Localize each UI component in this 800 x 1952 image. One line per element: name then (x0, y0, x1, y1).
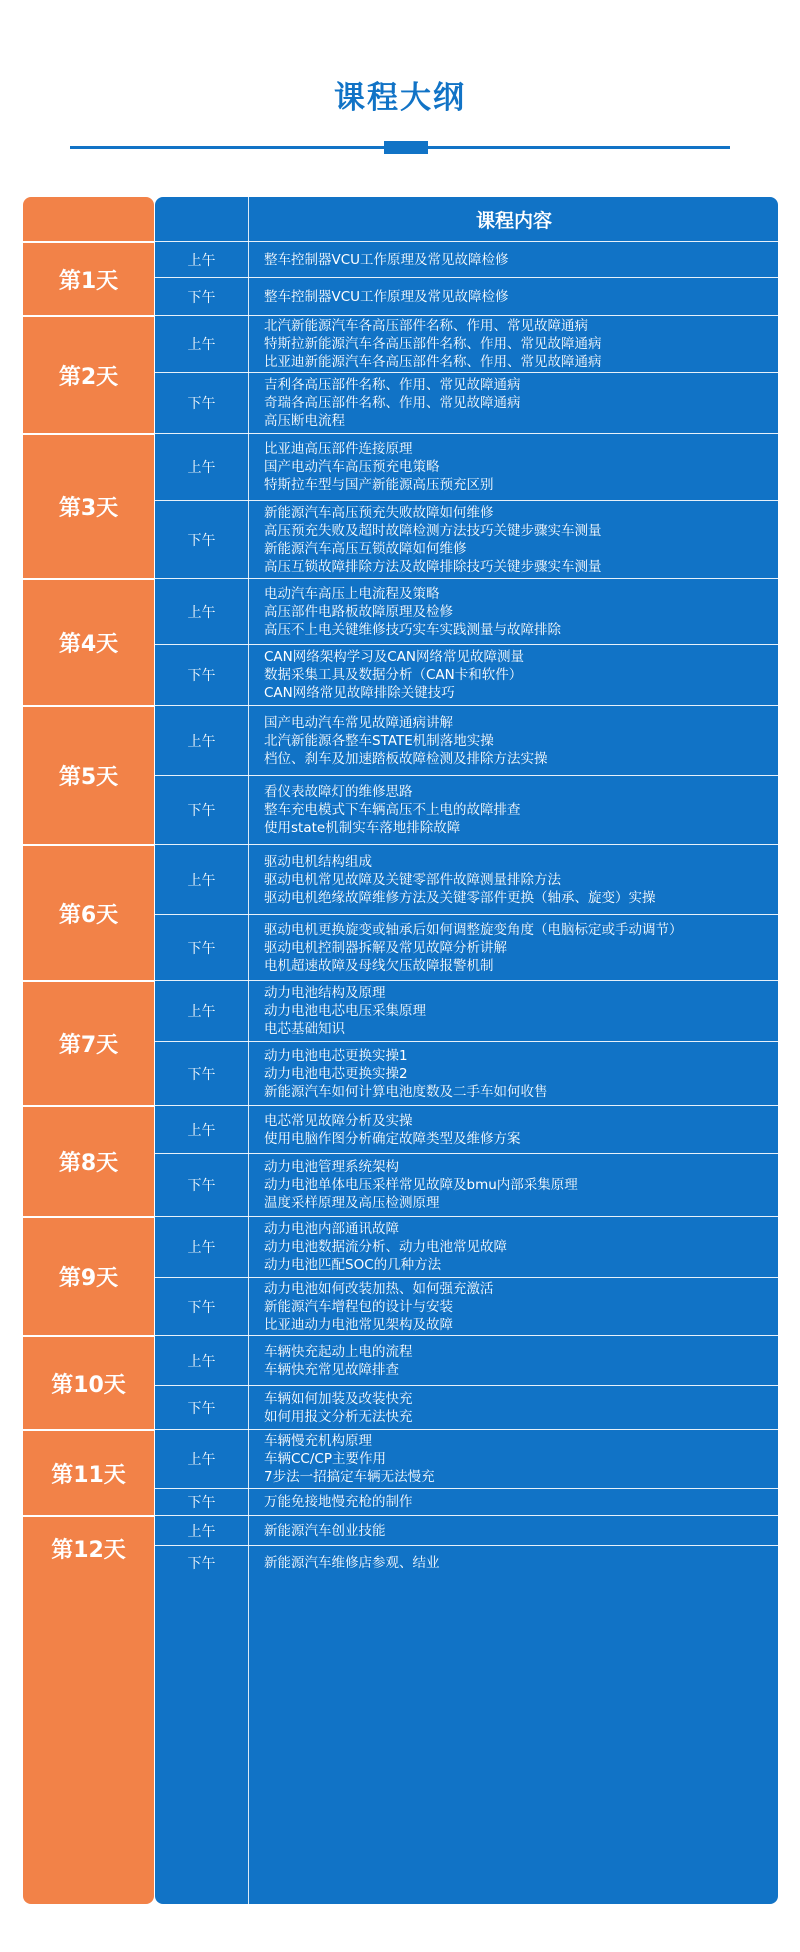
session-content (264, 1217, 774, 1277)
session-line: 车辆快充常见故障排查 (264, 1361, 399, 1378)
session-line: CAN网络常见故障排除关键技巧 (264, 685, 455, 701)
session-period: 上午 (187, 872, 216, 889)
session-row (155, 372, 778, 433)
session-row (155, 500, 778, 578)
session-content (264, 645, 774, 705)
course-table (23, 197, 778, 1904)
session-content (264, 1278, 774, 1335)
day-label: 第4天 (23, 578, 154, 705)
session-content (264, 1154, 774, 1216)
session-row (155, 644, 778, 705)
session-row (155, 1335, 778, 1385)
session-row (155, 1277, 778, 1335)
day-label: 第6天 (23, 844, 154, 980)
session-line: 高压预充失败及超时故障检测方法技巧关键步骤实车测量 (264, 522, 602, 539)
session-content (264, 776, 774, 844)
session-line: 北汽新能源各整车STATE机制落地实操 (264, 732, 494, 749)
session-line: 特斯拉新能源汽车各高压部件名称、作用、常见故障通病 (264, 336, 602, 352)
day-label: 第12天 (23, 1515, 154, 1580)
session-content (264, 373, 774, 433)
session-content (264, 434, 774, 500)
session-line: 高压互锁故障排除方法及故障排除技巧关键步骤实车测量 (264, 558, 602, 575)
session-row (155, 277, 778, 315)
session-row (155, 914, 778, 980)
day-label: 第8天 (23, 1105, 154, 1216)
session-period: 上午 (187, 733, 216, 750)
session-content (264, 706, 774, 775)
session-line: 万能免接地慢充枪的制作 (264, 1494, 413, 1510)
session-line: 7步法一招搞定车辆无法慢充 (264, 1469, 435, 1485)
session-content (264, 1386, 774, 1429)
day-label: 第9天 (23, 1216, 154, 1335)
session-line: 动力电池内部通讯故障 (264, 1221, 399, 1237)
session-row (155, 241, 778, 277)
session-line: 整车充电模式下车辆高压不上电的故障排查 (264, 802, 521, 818)
session-line: 比亚迪高压部件连接原理 (264, 441, 413, 457)
page-title: 课程大纲 (334, 80, 466, 116)
session-line: 比亚迪新能源汽车各高压部件名称、作用、常见故障通病 (264, 354, 602, 370)
session-period: 下午 (187, 396, 216, 412)
session-period: 下午 (187, 1178, 216, 1194)
session-period: 上午 (187, 1240, 216, 1256)
day-label: 第3天 (23, 433, 154, 578)
session-row (155, 578, 778, 644)
session-line: 车辆如何加装及改装快充 (264, 1390, 413, 1407)
session-content (264, 1336, 774, 1385)
session-line: 新能源汽车维修店参观、结业 (264, 1555, 440, 1571)
session-row (155, 1429, 778, 1488)
session-line: 档位、刹车及加速踏板故障检测及排除方法实操 (264, 750, 548, 767)
day-label: 第7天 (23, 980, 154, 1105)
session-period: 上午 (187, 1353, 216, 1370)
session-line: 北汽新能源汽车各高压部件名称、作用、常见故障通病 (264, 318, 588, 334)
session-period: 下午 (187, 289, 216, 306)
session-line: 电机超速故障及母线欠压故障报警机制 (264, 957, 494, 974)
day-label: 第2天 (23, 315, 154, 433)
session-period: 上午 (187, 460, 216, 476)
session-line: 动力电池结构及原理 (264, 985, 386, 1001)
session-line: 如何用报文分析无法快充 (264, 1408, 413, 1425)
table-header (155, 197, 778, 241)
session-line: 特斯拉车型与国产新能源高压预充区别 (264, 477, 494, 493)
session-line: 看仪表故障灯的维修思路 (264, 784, 413, 800)
session-period: 下午 (187, 940, 216, 957)
content-column (155, 197, 778, 1904)
session-line: 车辆快充起动上电的流程 (264, 1343, 413, 1360)
session-line: 整车控制器VCU工作原理及常见故障检修 (264, 288, 509, 305)
session-period: 上午 (187, 1122, 216, 1139)
session-line: 数据采集工具及数据分析（CAN卡和软件） (264, 667, 523, 683)
session-line: 高压部件电路板故障原理及检修 (264, 603, 453, 620)
session-line: 动力电池电芯更换实操2 (264, 1065, 408, 1082)
session-line: 动力电池管理系统架构 (264, 1159, 399, 1175)
session-row (155, 1385, 778, 1429)
session-line: 电芯基础知识 (264, 1021, 345, 1037)
session-line: 驱动电机控制器拆解及常见故障分析讲解 (264, 939, 507, 956)
session-row (155, 1105, 778, 1153)
session-period: 下午 (187, 1400, 216, 1417)
session-period: 下午 (187, 1066, 216, 1083)
day-label: 第5天 (23, 705, 154, 844)
session-line: 新能源汽车如何计算电池度数及二手车如何收售 (264, 1083, 548, 1100)
session-content (264, 1489, 774, 1515)
session-line: 使用电脑作图分析确定故障类型及维修方案 (264, 1130, 521, 1147)
session-line: 车辆CC/CP主要作用 (264, 1451, 386, 1467)
session-line: 温度采样原理及高压检测原理 (264, 1195, 440, 1211)
session-row (155, 1515, 778, 1545)
session-line: 动力电池如何改装加热、如何强充激活 (264, 1280, 494, 1297)
session-line: 使用state机制实车落地排除故障 (264, 820, 461, 836)
session-row (155, 1041, 778, 1105)
session-content (264, 915, 774, 980)
session-line: 新能源汽车高压互锁故障如何维修 (264, 540, 467, 557)
session-content (264, 1430, 774, 1488)
session-row (155, 1545, 778, 1580)
session-line: 比亚迪动力电池常见架构及故障 (264, 1316, 453, 1333)
session-row (155, 705, 778, 775)
session-line: 电芯常见故障分析及实操 (264, 1112, 413, 1129)
session-row (155, 1488, 778, 1515)
session-line: 动力电池单体电压采样常见故障及bmu内部采集原理 (264, 1177, 578, 1193)
day-column (23, 197, 154, 1904)
session-line: 高压断电流程 (264, 413, 345, 429)
session-line: 驱动电机常见故障及关键零部件故障测量排除方法 (264, 871, 561, 888)
header-course-content: 课程内容 (475, 209, 552, 232)
session-line: 电动汽车高压上电流程及策略 (264, 585, 440, 602)
session-line: 高压不上电关键维修技巧实车实践测量与故障排除 (264, 621, 561, 638)
session-period: 上午 (187, 252, 216, 269)
session-line: 车辆慢充机构原理 (264, 1433, 372, 1449)
session-period: 下午 (187, 1299, 216, 1316)
session-period: 下午 (187, 532, 216, 549)
day-label: 第10天 (23, 1335, 154, 1429)
session-line: 新能源汽车高压预充失败故障如何维修 (264, 504, 494, 521)
session-content (264, 242, 774, 277)
session-line: 动力电池数据流分析、动力电池常见故障 (264, 1239, 507, 1255)
session-content (264, 278, 774, 315)
session-line: 国产电动汽车常见故障通病讲解 (264, 714, 453, 731)
session-line: 奇瑞各高压部件名称、作用、常见故障通病 (264, 395, 521, 411)
session-period: 上午 (187, 1004, 216, 1020)
session-row (155, 775, 778, 844)
session-content (264, 1106, 774, 1153)
session-line: 整车控制器VCU工作原理及常见故障检修 (264, 251, 509, 268)
session-period: 上午 (187, 337, 216, 353)
session-row (155, 433, 778, 500)
session-period: 上午 (187, 1523, 216, 1540)
session-row (155, 315, 778, 372)
session-line: 动力电池匹配SOC的几种方法 (264, 1257, 442, 1273)
session-row (155, 1216, 778, 1277)
session-line: 新能源汽车增程包的设计与安装 (264, 1298, 453, 1315)
session-line: 新能源汽车创业技能 (264, 1522, 386, 1539)
session-content (264, 579, 774, 644)
session-line: 驱动电机结构组成 (264, 853, 372, 870)
session-period: 下午 (187, 668, 216, 684)
title-underline-accent (384, 141, 428, 154)
session-row (155, 980, 778, 1041)
session-line: CAN网络架构学习及CAN网络常见故障测量 (264, 649, 525, 665)
session-period: 上午 (187, 604, 216, 621)
session-period: 下午 (187, 803, 216, 819)
day-label: 第11天 (23, 1429, 154, 1515)
session-period: 下午 (187, 1495, 216, 1511)
session-line: 驱动电机更换旋变或轴承后如何调整旋变角度（电脑标定或手动调节） (264, 921, 683, 938)
session-period: 上午 (187, 1452, 216, 1468)
session-content (264, 1516, 774, 1545)
session-content (264, 981, 774, 1041)
day-label: 第1天 (23, 241, 154, 315)
session-line: 动力电池电芯电压采集原理 (264, 1003, 426, 1019)
session-content (264, 845, 774, 914)
session-content (264, 1546, 774, 1580)
session-row (155, 844, 778, 914)
session-content (264, 501, 774, 578)
session-line: 驱动电机绝缘故障维修方法及关键零部件更换（轴承、旋变）实操 (264, 889, 656, 906)
session-content (264, 316, 774, 372)
session-period: 下午 (187, 1556, 216, 1572)
session-line: 动力电池电芯更换实操1 (264, 1047, 408, 1064)
session-line: 国产电动汽车高压预充电策略 (264, 459, 440, 475)
session-row (155, 1153, 778, 1216)
session-line: 吉利各高压部件名称、作用、常见故障通病 (264, 377, 521, 393)
session-content (264, 1042, 774, 1105)
